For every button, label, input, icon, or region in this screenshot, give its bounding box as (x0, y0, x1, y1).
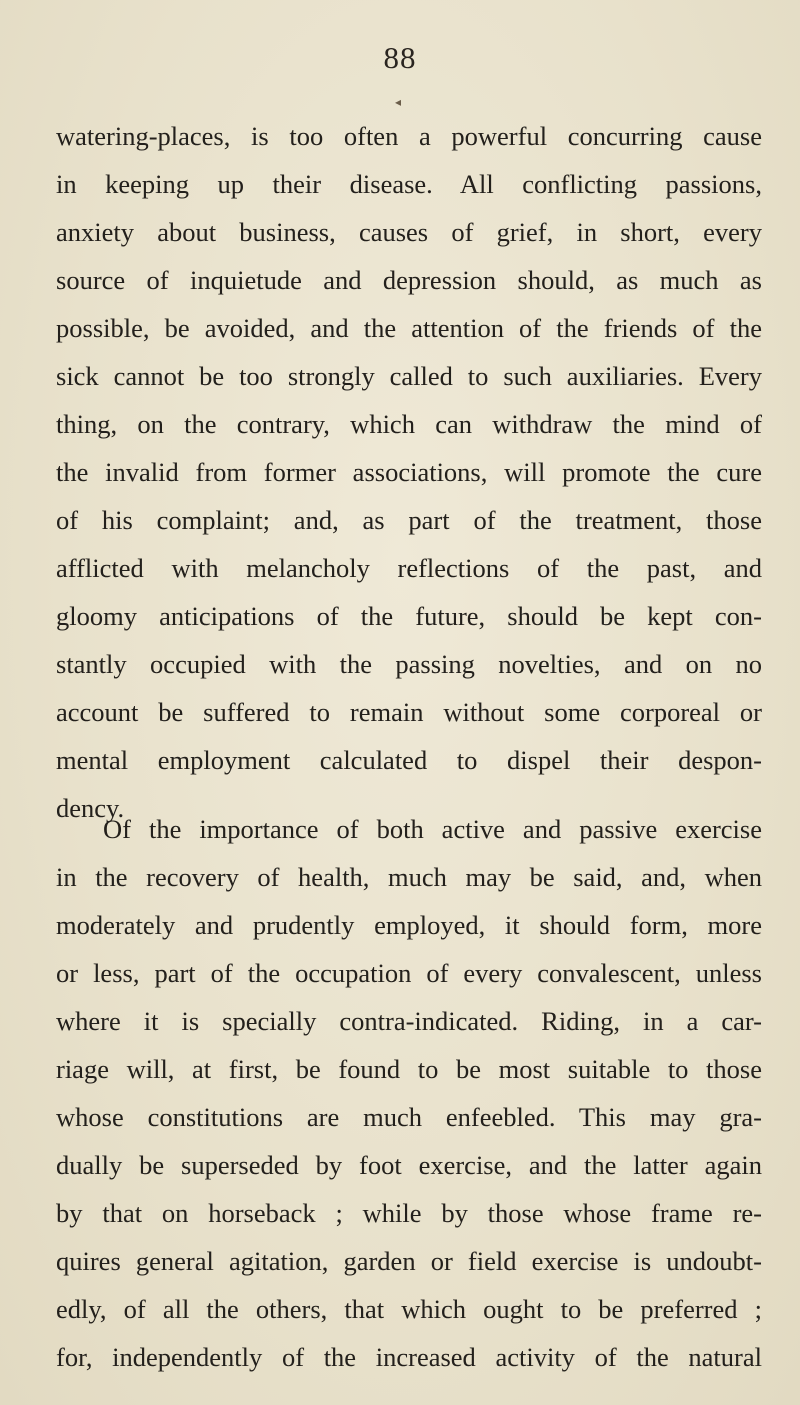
text-line: account be suffered to remain without some corporeal or (56, 697, 762, 727)
text-line: of his complaint; and, as part of the treatment, those (56, 505, 762, 535)
paragraph-1 (56, 112, 762, 832)
text-line: for, independently of the increased activity of the natural (56, 1342, 762, 1372)
text-line: thing, on the contrary, which can withdraw the mind of (56, 409, 762, 439)
text-line: dually be superseded by foot exercise, and the latter again (56, 1150, 762, 1180)
text-line: Of the importance of both active and passive exercise (103, 814, 762, 844)
text-line: afflicted with melancholy reflections of the past, and (56, 553, 762, 583)
text-line: stantly occupied with the passing novelties, and on no (56, 649, 762, 679)
page-number: 88 (383, 40, 417, 75)
text-line: where it is specially contra-indicated. Riding, in a car- (56, 1006, 762, 1036)
text-line: moderately and prudently employed, it should form, more (56, 910, 762, 940)
text-line: in keeping up their disease. All conflicting passions, (56, 169, 762, 199)
text-line: the invalid from former associations, will promote the cure (56, 457, 762, 487)
ink-speck: ◂ (395, 95, 402, 109)
text-line: riage will, at first, be found to be most suitable to those (56, 1054, 762, 1084)
text-line: gloomy anticipations of the future, should be kept con- (56, 601, 762, 631)
text-line: possible, be avoided, and the attention of the friends of the (56, 313, 762, 343)
text-line: in the recovery of health, much may be said, and, when (56, 862, 762, 892)
text-line: by that on horseback ; while by those whose frame re- (56, 1198, 762, 1228)
text-line: anxiety about business, causes of grief, in short, every (56, 217, 762, 247)
text-line: or less, part of the occupation of every convalescent, unless (56, 958, 762, 988)
text-line: sick cannot be too strongly called to such auxiliaries. Every (56, 361, 762, 391)
paragraph-2 (56, 805, 762, 1381)
text-line: mental employment calculated to dispel their despon- (56, 745, 762, 775)
text-line: edly, of all the others, that which ought to be preferred ; (56, 1294, 762, 1324)
text-line: source of inquietude and depression should, as much as (56, 265, 762, 295)
text-line: whose constitutions are much enfeebled. This may gra- (56, 1102, 762, 1132)
text-line: watering-places, is too often a powerful concurring cause (56, 121, 762, 151)
text-line: quires general agitation, garden or field exercise is undoubt- (56, 1246, 762, 1276)
text-line: dency. (56, 793, 125, 823)
